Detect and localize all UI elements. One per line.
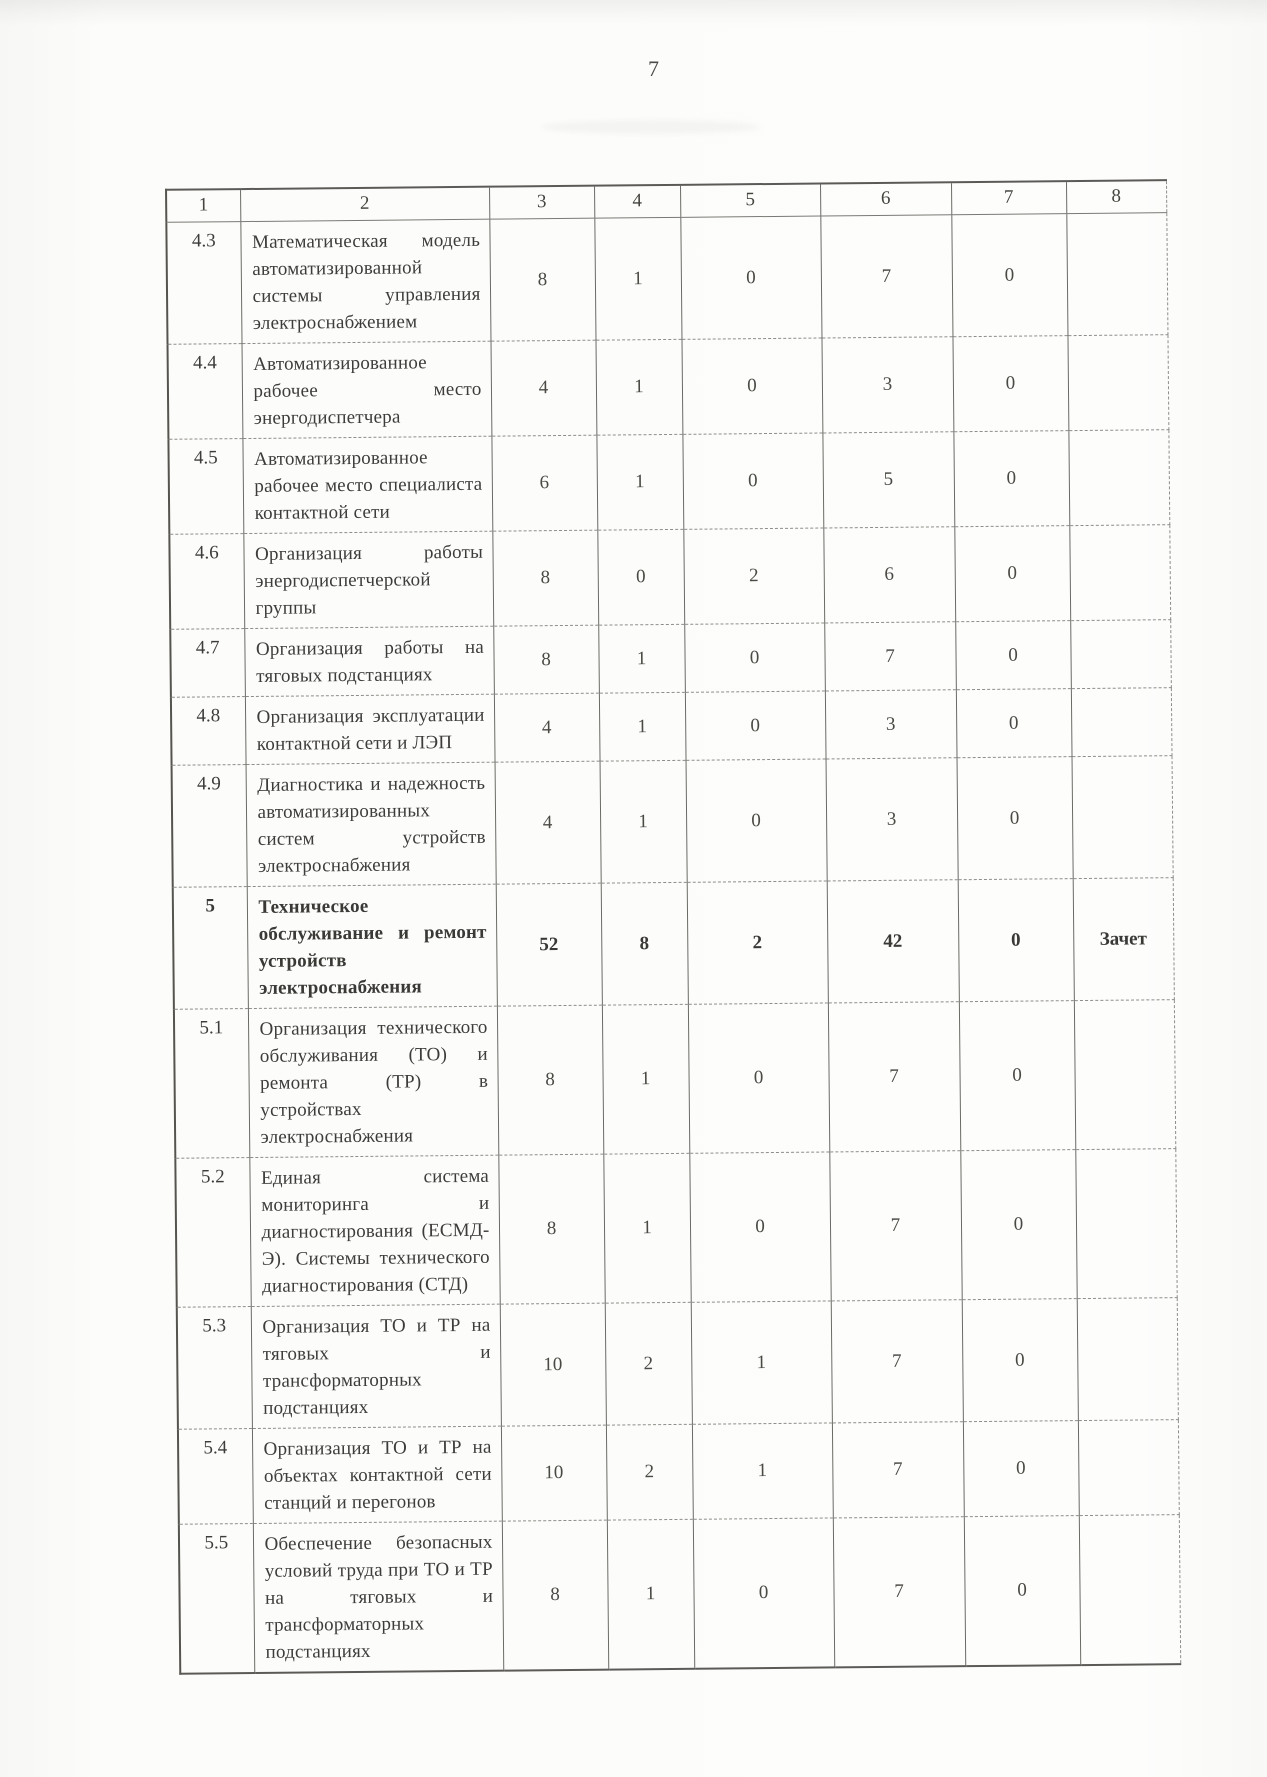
row-number-cell: 5.5 (179, 1524, 254, 1674)
col8-assessment-cell (1075, 1149, 1176, 1299)
col3-value-cell: 52 (496, 883, 602, 1006)
row-number-cell: 5.3 (177, 1307, 252, 1430)
col4-value-cell: 2 (605, 1302, 692, 1425)
col7-value-cell: 0 (959, 1001, 1075, 1151)
col4-value-cell: 1 (607, 1519, 694, 1669)
col7-value-cell: 0 (952, 336, 1068, 432)
col3-value-cell: 8 (498, 1154, 604, 1304)
col5-value-cell: 2 (683, 528, 824, 624)
col4-value-cell: 1 (596, 434, 683, 530)
col7-value-cell: 0 (957, 757, 1073, 880)
col3-value-cell: 8 (493, 625, 599, 694)
col5-value-cell: 0 (681, 338, 822, 434)
topic-title-cell: Автоматизированное рабочее место специалиста контактной сети (242, 436, 492, 533)
col5-value-cell: 1 (691, 1301, 832, 1424)
table-row (174, 1000, 1175, 1159)
col8-assessment-cell (1069, 525, 1170, 621)
table-row (168, 430, 1169, 535)
table-row (168, 335, 1169, 440)
col6-value-cell: 3 (825, 690, 957, 759)
row-number-cell: 4.5 (168, 439, 243, 535)
col3-value-cell: 8 (492, 530, 598, 626)
row-number-cell: 4.3 (166, 222, 241, 345)
col7-value-cell: 0 (953, 431, 1069, 527)
col8-assessment-cell: Зачет (1073, 878, 1174, 1001)
col5-value-cell: 1 (692, 1423, 833, 1519)
table-row (175, 1149, 1176, 1308)
col6-value-cell: 7 (828, 1002, 960, 1152)
col6-value-cell: 6 (823, 527, 955, 623)
topic-title-cell: Обеспечение безопасных условий труда при ТО и ТР на тяговых и трансформаторных подстанциях (253, 1521, 503, 1673)
table-row (170, 620, 1171, 698)
column-header-5: 5 (680, 184, 820, 218)
col5-value-cell: 0 (682, 433, 823, 529)
row-number-cell: 5.4 (178, 1429, 253, 1525)
row-number-cell: 4.8 (171, 697, 246, 766)
row-number-cell: 4.6 (169, 534, 244, 630)
scan-artifact (540, 120, 760, 134)
col6-value-cell: 3 (821, 337, 953, 433)
column-header-1: 1 (166, 189, 240, 222)
col6-value-cell: 7 (820, 215, 952, 338)
column-header-8: 8 (1066, 180, 1166, 213)
col4-value-cell: 1 (594, 217, 681, 340)
col4-value-cell: 1 (603, 1153, 690, 1303)
col7-value-cell: 0 (956, 689, 1072, 758)
col8-assessment-cell (1066, 213, 1167, 336)
page-number: 7 (648, 56, 660, 81)
topic-title-cell: Автоматизированное рабочее место энергодиспетчера (242, 341, 492, 438)
col8-assessment-cell (1068, 430, 1169, 526)
col6-value-cell: 5 (822, 432, 954, 528)
table-row (173, 878, 1174, 1010)
col4-value-cell: 1 (595, 339, 682, 435)
column-header-6: 6 (820, 182, 951, 216)
topic-title-cell: Организация работы на тяговых подстанциях (244, 626, 494, 696)
table-row (166, 213, 1167, 345)
table-row (178, 1420, 1179, 1525)
col8-assessment-cell (1070, 620, 1171, 689)
row-number-cell: 4.9 (172, 765, 247, 888)
col6-value-cell: 42 (827, 880, 959, 1003)
col4-value-cell: 1 (602, 1004, 689, 1154)
topic-title-cell: Техническое обслуживание и ремонт устройств электроснабжения (247, 884, 497, 1008)
column-header-7: 7 (951, 181, 1066, 215)
column-header-4: 4 (594, 185, 680, 218)
row-number-cell: 4.7 (170, 629, 245, 698)
topic-title-cell: Организация работы энергодиспетчерской группы (243, 531, 493, 628)
table-row (171, 688, 1172, 766)
col8-assessment-cell (1074, 1000, 1175, 1150)
col5-value-cell: 0 (688, 1003, 829, 1153)
row-number-cell: 5.2 (175, 1158, 250, 1308)
col3-value-cell: 4 (494, 693, 600, 762)
table-row (177, 1298, 1178, 1430)
col3-value-cell: 10 (501, 1425, 607, 1521)
topic-title-cell: Математическая модель автоматизированной системы управления электроснабжением (240, 219, 490, 343)
topic-title-cell: Единая система мониторинга и диагностирования (ЕСМД-Э). Системы технического диагностирования (СТД) (249, 1155, 499, 1306)
col7-value-cell: 0 (951, 214, 1067, 337)
col4-value-cell: 1 (599, 692, 686, 761)
table-container (165, 179, 1179, 1675)
col5-value-cell: 2 (687, 881, 828, 1004)
col7-value-cell: 0 (962, 1299, 1078, 1422)
col6-value-cell: 7 (833, 1517, 965, 1668)
col8-assessment-cell (1072, 756, 1173, 879)
col4-value-cell: 2 (606, 1424, 693, 1520)
col3-value-cell: 8 (497, 1005, 603, 1155)
col7-value-cell: 0 (955, 621, 1071, 690)
col4-value-cell: 8 (601, 882, 688, 1005)
row-number-cell: 4.4 (168, 344, 243, 440)
col6-value-cell: 7 (832, 1422, 964, 1518)
col8-assessment-cell (1077, 1298, 1178, 1421)
col8-assessment-cell (1078, 1420, 1179, 1516)
col8-assessment-cell (1071, 688, 1172, 757)
topic-title-cell: Организация эксплуатации контактной сети и ЛЭП (245, 694, 495, 764)
col5-value-cell: 0 (684, 623, 825, 692)
col5-value-cell: 0 (693, 1518, 834, 1669)
col6-value-cell: 7 (824, 622, 956, 691)
curriculum-hours-table (165, 179, 1181, 1675)
topic-title-cell: Организация ТО и ТР на тяговых и трансформаторных подстанциях (251, 1304, 501, 1428)
col5-value-cell: 0 (685, 691, 826, 760)
col4-value-cell: 0 (597, 529, 684, 625)
col3-value-cell: 4 (491, 340, 597, 436)
col5-value-cell: 0 (686, 759, 827, 882)
col3-value-cell: 8 (489, 218, 595, 341)
col4-value-cell: 1 (600, 760, 687, 883)
table-row (179, 1515, 1180, 1674)
table-row (169, 525, 1170, 630)
col3-value-cell: 4 (495, 761, 601, 884)
row-number-cell: 5.1 (174, 1009, 249, 1159)
table-body (166, 213, 1180, 1674)
col4-value-cell: 1 (598, 624, 685, 693)
col3-value-cell: 8 (502, 1520, 608, 1671)
col6-value-cell: 7 (829, 1151, 961, 1301)
col3-value-cell: 6 (491, 435, 597, 531)
col3-value-cell: 10 (500, 1303, 606, 1426)
col7-value-cell: 0 (963, 1421, 1079, 1517)
col8-assessment-cell (1079, 1515, 1180, 1665)
col7-value-cell: 0 (958, 879, 1074, 1002)
topic-title-cell: Организация технического обслуживания (ТО) и ремонта (ТР) в устройствах электроснабжения (248, 1006, 498, 1157)
col5-value-cell: 0 (680, 216, 821, 339)
topic-title-cell: Организация ТО и ТР на объектах контактной сети станций и перегонов (252, 1426, 502, 1523)
column-header-3: 3 (489, 186, 594, 220)
table-row (172, 756, 1173, 888)
col5-value-cell: 0 (689, 1152, 830, 1302)
col7-value-cell: 0 (964, 1516, 1080, 1667)
col7-value-cell: 0 (960, 1150, 1076, 1300)
col8-assessment-cell (1067, 335, 1168, 431)
column-header-2: 2 (240, 187, 489, 222)
row-number-cell: 5 (173, 887, 248, 1010)
col6-value-cell: 3 (826, 758, 958, 881)
topic-title-cell: Диагностика и надежность автоматизированных систем устройств электроснабжения (246, 762, 496, 886)
col7-value-cell: 0 (954, 526, 1070, 622)
col6-value-cell: 7 (831, 1300, 963, 1423)
